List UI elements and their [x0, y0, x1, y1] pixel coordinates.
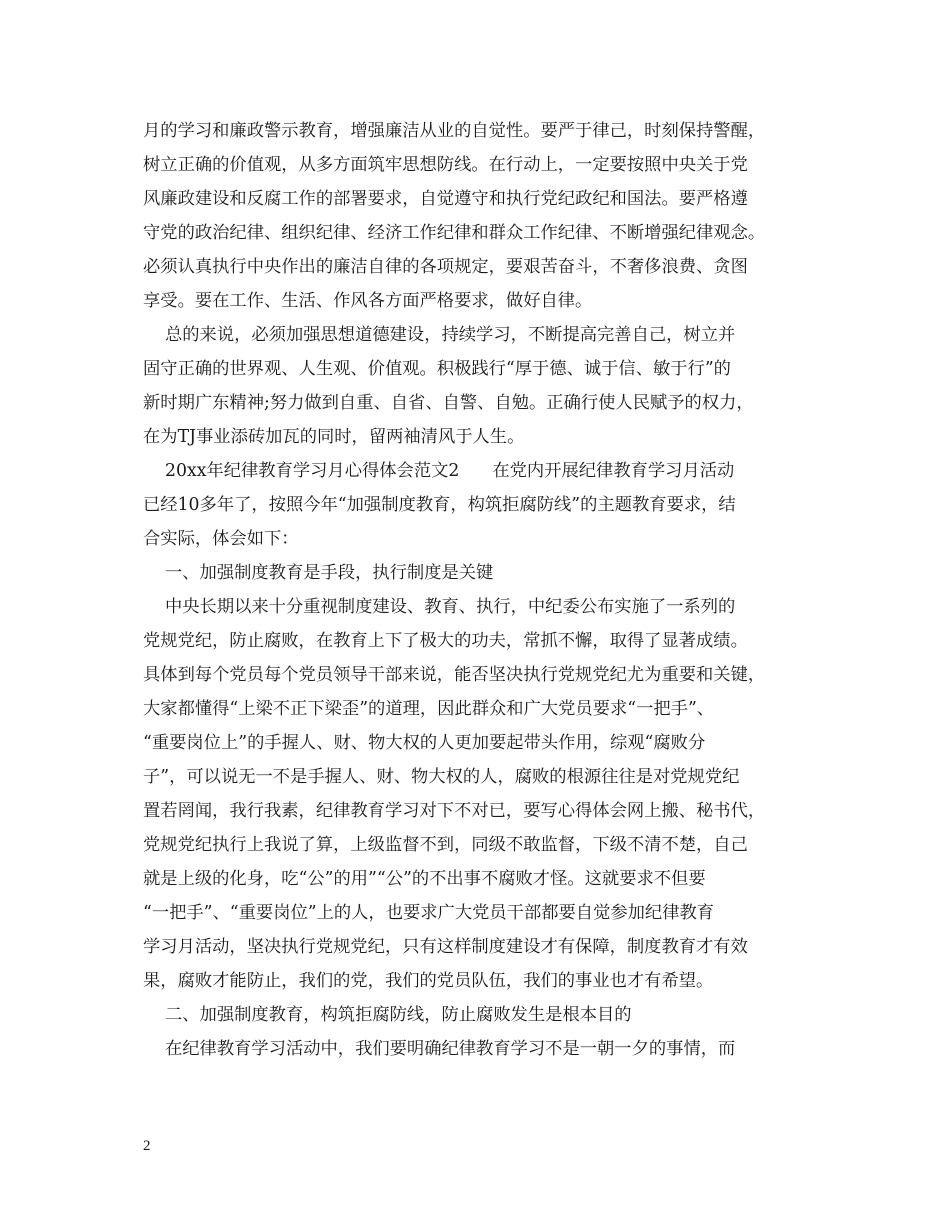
text-line: “一把手”、“重要岗位”上的人，也要求广大党员干部都要自觉参加纪律教育: [143, 903, 715, 923]
text-line: 合实际，体会如下：: [143, 529, 299, 549]
text-line: 在纪律教育学习活动中，我们要明确纪律教育学习不是一朝一夕的事情，而: [143, 1039, 736, 1059]
text-line: 已经10多年了，按照今年“加强制度教育，构筑拒腐防线”的主题教育要求，结: [143, 495, 736, 515]
text-line: 在为TJ事业添砖加瓦的同时，留两袖清风于人生。: [143, 427, 525, 447]
text-line: 党规党纪，防止腐败，在教育上下了极大的功夫，常抓不懈，取得了显著成绩。: [143, 631, 748, 651]
text-line: 总的来说，必须加强思想道德建设，持续学习，不断提高完善自己，树立并: [143, 325, 736, 345]
text-line: 固守正确的世界观、人生观、价值观。积极践行“厚于德、诚于信、敏于行”的: [143, 359, 731, 379]
text-line: 中央长期以来十分重视制度建设、教育、执行，中纪委公布实施了一系列的: [143, 597, 736, 617]
text-line: “重要岗位上”的手握人、财、物大权的人更加要起带头作用，综观“腐败分: [143, 733, 706, 753]
text-line: 大家都懂得“上梁不正下梁歪”的道理，因此群众和广大党员要求“一把手”、: [143, 699, 715, 719]
text-line: 树立正确的价值观，从多方面筑牢思想防线。在行动上，一定要按照中央关于党: [143, 155, 748, 175]
text-line: 果，腐败才能防止，我们的党，我们的党员队伍，我们的事业也才有希望。: [143, 971, 714, 991]
text-line: 必须认真执行中央作出的廉洁自律的各项规定，要艰苦奋斗，不奢侈浪费、贪图: [143, 257, 748, 277]
page-number: 2: [143, 1138, 151, 1154]
text-line: 月的学习和廉政警示教育，增强廉洁从业的自觉性。要严于律己，时刻保持警醒，: [143, 121, 766, 141]
text-line: 20xx年纪律教育学习月心得体会范文2 在党内开展纪律教育学习月活动: [143, 461, 735, 481]
text-line: 二、加强制度教育，构筑拒腐防线，防止腐败发生是根本目的: [143, 1005, 632, 1025]
text-line: 具体到每个党员每个党员领导干部来说，能否坚决执行党规党纪尤为重要和关键，: [143, 665, 766, 685]
text-line: 就是上级的化身，吃“公”的用”“公”的不出事不腐败才怪。这就要求不但要: [143, 869, 706, 889]
text-line: 子”，可以说无一不是手握人、财、物大权的人，腐败的根源往往是对党规党纪: [143, 767, 740, 787]
text-line: 守党的政治纪律、组织纪律、经济工作纪律和群众工作纪律、不断增强纪律观念。: [143, 223, 766, 243]
text-line: 置若罔闻，我行我素，纪律教育学习对下不对已，要写心得体会网上搬、秘书代，: [143, 801, 766, 821]
text-line: 学习月活动，坚决执行党规党纪，只有这样制度建设才有保障，制度教育才有效: [143, 937, 748, 957]
body-text: [143, 114, 807, 1066]
text-line: 新时期广东精神;努力做到自重、自省、自警、自勉。正确行使人民赋予的权力，: [143, 393, 754, 413]
text-line: 风廉政建设和反腐工作的部署要求，自觉遵守和执行党纪政纪和国法。要严格遵: [143, 189, 748, 209]
text-line: 党规党纪执行上我说了算，上级监督不到，同级不敢监督，下级不清不楚，自己: [143, 835, 748, 855]
text-line: 享受。要在工作、生活、作风各方面严格要求，做好自律。: [143, 291, 593, 311]
text-line: 一、加强制度教育是手段，执行制度是关键: [143, 563, 494, 583]
